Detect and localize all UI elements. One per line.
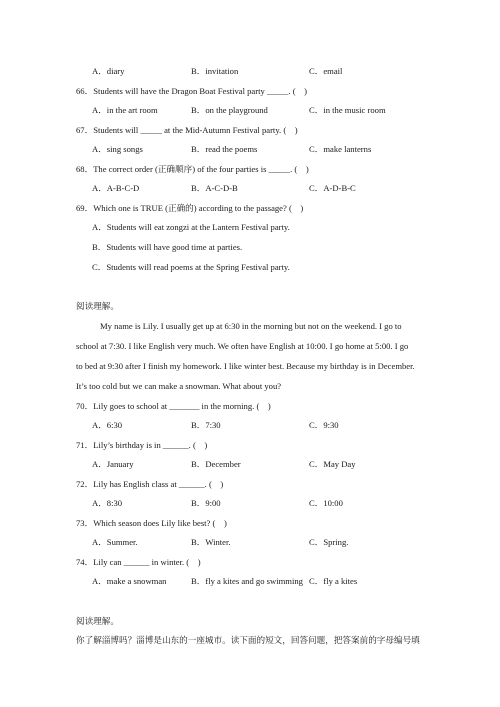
q73-option-b: B．Winter. [191, 537, 231, 547]
q69-option-b: B．Students will have good time at parties. [92, 242, 243, 252]
section-heading: 阅读理解。 [76, 301, 119, 311]
q69-option-a: A．Students will eat zongzi at the Lantern Festival party. [92, 222, 290, 232]
q71-option-c: C．May Day [309, 459, 356, 469]
q68-option-b: B．A-C-D-B [191, 183, 238, 193]
q73-stem: 73．Which season does Lily like best? ( ) [76, 518, 227, 528]
q74-stem: 74．Lily can ______ in winter. ( ) [76, 557, 201, 567]
q68-option-a: A．A-B-C-D [92, 183, 140, 193]
q73-option-c: C．Spring. [309, 537, 349, 547]
q74-option-c: C．fly a kites [309, 576, 358, 586]
q69-option-c: C．Students will read poems at the Spring Festival party. [92, 262, 290, 272]
q71-stem: 71．Lily’s birthday is in ______. ( ) [76, 440, 208, 450]
q65-option-b: B．invitation [191, 66, 239, 76]
q72-stem: 72．Lily has English class at ______. ( ) [76, 479, 224, 489]
q66-option-b: B．on the playground [191, 105, 268, 115]
passage-line: It’s too cold but we can make a snowman. What about you? [76, 381, 282, 391]
passage-line: My name is Lily. I usually get up at 6:30 in the morning but not on the weekend. I go to [100, 321, 402, 331]
q74-option-a: A．make a snowman [92, 576, 167, 586]
q69-stem: 69．Which one is TRUE (正确的) according to the passage? ( ) [76, 203, 304, 213]
q72-option-a: A．8:30 [92, 498, 123, 508]
q66-option-c: C．in the music room [309, 105, 386, 115]
passage-line: to bed at 9:30 after I finish my homework. I like winter best. Because my birthday is in December. [76, 361, 415, 371]
q71-option-b: B．December [191, 459, 241, 469]
q66-stem: 66．Students will have the Dragon Boat Festival party _____. ( ) [76, 86, 308, 96]
q70-stem: 70．Lily goes to school at _______ in the morning. ( ) [76, 401, 271, 411]
q72-option-c: C．10:00 [309, 498, 343, 508]
q70-option-c: C．9:30 [309, 420, 339, 430]
q67-option-c: C．make lanterns [309, 144, 372, 154]
passage-line: school at 7:30. I like English very much. We often have English at 10:00. I go home at 5:00. I go [76, 341, 409, 351]
q67-option-b: B．read the poems [191, 144, 258, 154]
q65-option-a: A．diary [92, 66, 125, 76]
q71-option-a: A．January [92, 459, 134, 469]
q70-option-b: B．7:30 [191, 420, 221, 430]
q74-option-b: B．fly a kites and go swimming [191, 576, 303, 586]
q65-option-c: C．email [309, 66, 343, 76]
q68-stem: 68．The correct order (正确顺序) of the four parties is _____. ( ) [76, 164, 309, 174]
q73-option-a: A．Summer. [92, 537, 138, 547]
q70-option-a: A．6:30 [92, 420, 123, 430]
q67-option-a: A．sing songs [92, 144, 143, 154]
q67-stem: 67．Students will _____ at the Mid-Autumn Festival party. ( ) [76, 125, 298, 135]
section-intro: 你了解淄博吗？淄博是山东的一座城市。读下面的短文，回答问题，把答案前的字母编号填 [76, 635, 420, 645]
section-heading: 阅读理解。 [76, 616, 119, 626]
q66-option-a: A．in the art room [92, 105, 158, 115]
q72-option-b: B．9:00 [191, 498, 221, 508]
q68-option-c: C．A-D-B-C [309, 183, 356, 193]
